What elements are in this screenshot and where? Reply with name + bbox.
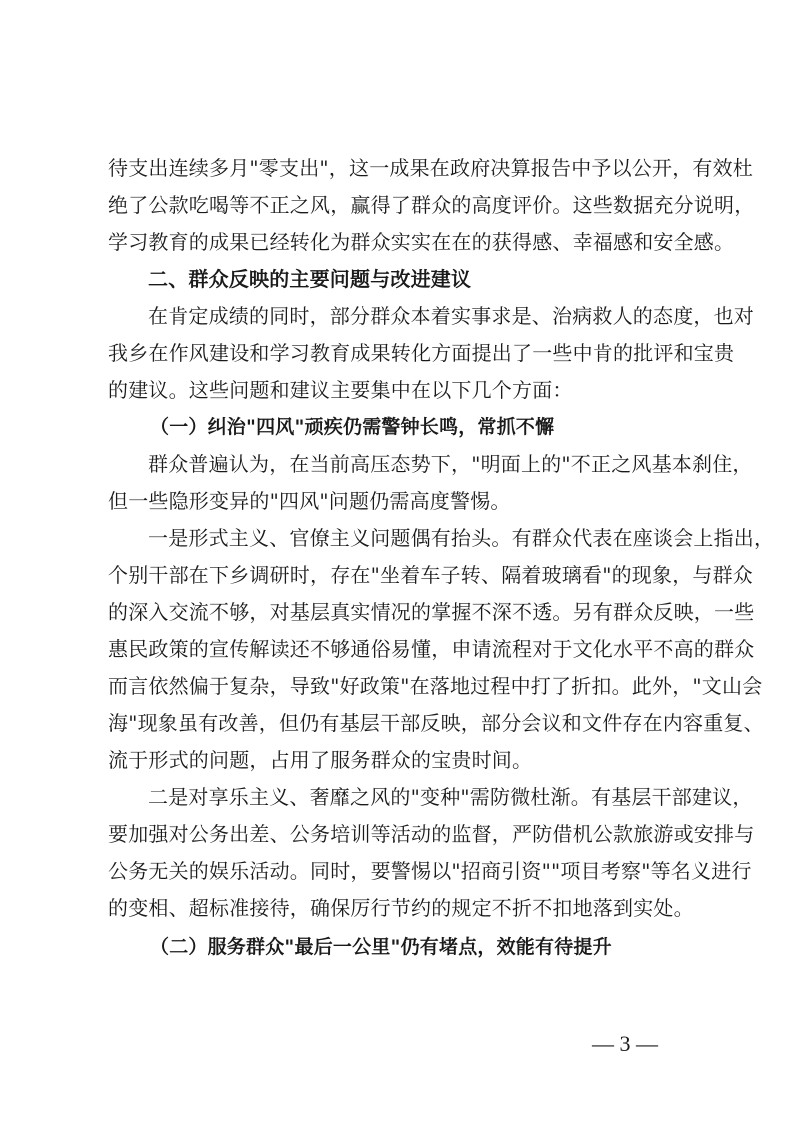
- text-line: 的深入交流不够，对基层真实情况的掌握不深不透。另有群众反映，一些: [108, 600, 755, 624]
- text-line: 待支出连续多月"零支出"，这一成果在政府决算报告中予以公开，有效杜: [108, 156, 753, 180]
- subsection-heading: （二）服务群众"最后一公里"仍有堵点，效能有待提升: [150, 936, 612, 958]
- page-number: — 3 —: [592, 1031, 658, 1056]
- subsection-heading: （一）纠治"四风"顽疾仍需警钟长鸣，常抓不懈: [150, 416, 555, 438]
- text-line: 一是形式主义、官僚主义问题偶有抬头。有群众代表在座谈会上指出，: [148, 526, 775, 550]
- text-line: 但一些隐形变异的"四风"问题仍需高度警惕。: [108, 489, 511, 513]
- text-line: 流于形式的问题，占用了服务群众的宝贵时间。: [108, 748, 533, 772]
- text-line: 群众普遍认为，在当前高压态势下，"明面上的"不正之风基本刹住，: [148, 452, 753, 476]
- text-line: 个别干部在下乡调研时，存在"坐着车子转、隔着玻璃看"的现象，与群众: [108, 563, 753, 587]
- text-line: 的变相、超标准接待，确保厉行节约的规定不折不扣地落到实处。: [108, 896, 694, 920]
- text-line: 在肯定成绩的同时，部分群众本着实事求是、治病救人的态度，也对: [148, 304, 754, 328]
- text-line: 二是对享乐主义、奢靡之风的"变种"需防微杜渐。有基层干部建议，: [148, 785, 753, 809]
- text-line: 公务无关的娱乐活动。同时，要警惕以"招商引资""项目考察"等名义进行: [108, 859, 752, 883]
- text-line: 的建议。这些问题和建议主要集中在以下几个方面：: [108, 378, 573, 402]
- text-line: 学习教育的成果已经转化为群众实实在在的获得感、幸福感和安全感。: [108, 230, 735, 254]
- section-heading: 二、群众反映的主要问题与改进建议: [148, 267, 472, 291]
- text-line: 海"现象虽有改善，但仍有基层干部反映，部分会议和文件存在内容重复、: [108, 711, 764, 735]
- text-line: 而言依然偏于复杂，导致"好政策"在落地过程中打了折扣。此外，"文山会: [108, 674, 763, 698]
- text-line: 惠民政策的宣传解读还不够通俗易懂，申请流程对于文化水平不高的群众: [108, 637, 755, 661]
- text-line: 我乡在作风建设和学习教育成果转化方面提出了一些中肯的批评和宝贵: [108, 341, 735, 365]
- text-line: 要加强对公务出差、公务培训等活动的监督，严防借机公款旅游或安排与: [108, 822, 755, 846]
- text-line: 绝了公款吃喝等不正之风，赢得了群众的高度评价。这些数据充分说明，: [108, 193, 755, 217]
